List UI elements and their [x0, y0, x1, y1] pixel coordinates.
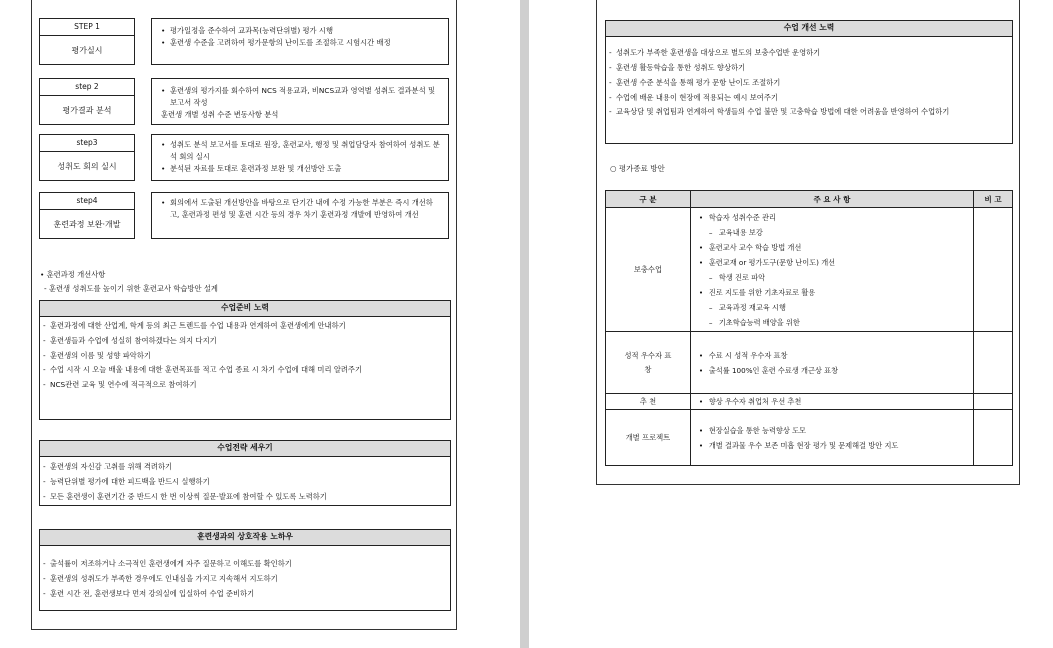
table-cell-category: 추 천 — [606, 394, 691, 410]
step-bullet: • 훈련생 수준을 고려하여 평가문항의 난이도를 조절하고 시험시간 배정 — [158, 37, 442, 49]
section-prep — [39, 300, 451, 420]
table-row — [606, 394, 1013, 410]
table-cell-category: 성적 우수자 표창 — [606, 332, 691, 394]
table-header: 비 고 — [974, 191, 1013, 208]
section-line: - 훈련생의 성취도가 부족한 경우에도 인내심을 가지고 지속해서 지도하기 — [42, 571, 446, 586]
table-row — [606, 332, 1013, 394]
step-label: step4 — [40, 193, 134, 210]
step-desc-list — [158, 197, 442, 221]
step-label-box — [39, 78, 135, 125]
row-subitem: – 학생 진로 파악 — [695, 270, 969, 285]
section-line: - 훈련생 수준 분석을 통해 평가 문항 난이도 조절하기 — [608, 75, 1008, 90]
section-line: - 교육상담 및 취업팀과 연계하여 학생들의 수업 불만 및 고충학습 방법에 대한 어려움을 반영하여 수업하기 — [608, 105, 1008, 119]
table-cell-items — [690, 394, 973, 410]
section-line: - NCS관련 교육 및 연수에 적극적으로 참여하기 — [42, 377, 446, 392]
page-gutter — [520, 0, 529, 648]
table-row — [606, 410, 1013, 466]
step-label: step 2 — [40, 79, 134, 96]
row-item: • 향상 우수자 취업처 우선 추천 — [695, 394, 969, 409]
row-item: • 학습자 성취수준 관리 — [695, 210, 969, 225]
section-line: - 훈련생의 이름 및 성향 파악하기 — [42, 348, 446, 363]
step-dash-line: 훈련생 개별 성취 수준 변동사항 분석 — [161, 110, 279, 119]
section-list — [40, 317, 450, 392]
step-bullet: • 회의에서 도출된 개선방안을 바탕으로 단기간 내에 수정 가능한 부분은 즉시 개선하고, 훈련과정 편성 및 훈련 시간 등의 경우 차기 훈련과정 개발에 반영하여 개선 — [158, 197, 442, 221]
left-page — [31, 0, 457, 630]
section-improve — [605, 20, 1013, 144]
row-item: • 출석률 100%인 훈련 수료생 개근상 표창 — [695, 363, 969, 378]
section-list — [40, 457, 450, 504]
section-line: - 출석률이 저조하거나 소극적인 훈련생에게 자주 질문하고 이해도를 확인하기 — [42, 556, 446, 571]
section-line: - 능력단위별 평가에 대한 피드백을 반드시 실행하기 — [42, 474, 446, 489]
table-row — [606, 208, 1013, 332]
step-desc-list — [158, 25, 442, 49]
section-line: - 훈련과정에 대한 산업계, 학계 등의 최근 트렌드를 수업 내용과 연계하여 훈련생에게 안내하기 — [42, 319, 446, 333]
section-title: 수업전략 세우기 — [40, 441, 450, 457]
table-cell-items — [690, 410, 973, 466]
step-bullet: • 분석된 자료를 토대로 훈련과정 보완 및 개선방안 도출 — [158, 163, 442, 175]
plan-table — [605, 190, 1013, 466]
row-items — [695, 210, 969, 330]
step-desc-box — [151, 192, 449, 239]
improve-subtitle: - 훈련생 성취도를 높이기 위한 훈련교사 학습방안 설계 — [44, 284, 218, 293]
table-cell-items — [690, 332, 973, 394]
row-subitem: – 교육과정 재교육 시행 — [695, 300, 969, 315]
row-subitem: – 기초학습능력 배양을 위한 — [695, 315, 969, 330]
section-title: 훈련생과의 상호작용 노하우 — [40, 530, 450, 546]
step-name: 평가실시 — [71, 46, 103, 55]
section-line: - 성취도가 부족한 훈련생을 대상으로 별도의 보충수업반 운영하기 — [608, 45, 1008, 60]
table-cell-note — [974, 332, 1013, 394]
table-header-row — [606, 191, 1013, 208]
section-line: - 훈련생들과 수업에 성실히 참여하겠다는 의지 다지기 — [42, 333, 446, 348]
table-cell-note — [974, 394, 1013, 410]
step-name: 평가결과 분석 — [62, 106, 112, 115]
row-item: • 현장실습을 통한 능력향상 도모 — [695, 423, 969, 438]
section-line: - 수업 시작 시 오늘 배울 내용에 대한 훈련목표를 적고 수업 종료 시 차기 수업에 대해 미리 알려주기 — [42, 363, 446, 377]
section-line: - 모든 훈련생이 훈련기간 중 반드시 한 번 이상씩 질문·발표에 참여할 수 있도록 노력하기 — [42, 489, 446, 504]
section-interaction — [39, 529, 451, 611]
table-cell-items — [690, 208, 973, 332]
row-items — [695, 423, 969, 453]
step-label: step3 — [40, 135, 134, 152]
table-cell-note — [974, 208, 1013, 332]
step-bullet: • 성취도 분석 보고서를 토대로 원장, 훈련교사, 행정 및 취업담당자 참여하여 성취도 분석 회의 실시 — [158, 139, 442, 163]
section-title: 수업 개선 노력 — [606, 21, 1012, 37]
step-desc-box — [151, 18, 449, 65]
plan-title: ○ 평가종료 방안 — [610, 164, 665, 173]
step-label-box — [39, 134, 135, 181]
table-header: 주 요 사 항 — [690, 191, 973, 208]
step-bullet: • 평가일정을 준수하여 교과목(능력단위별) 평가 시행 — [158, 25, 442, 37]
section-line: - 훈련 시간 전, 훈련생보다 먼저 강의실에 입실하여 수업 준비하기 — [42, 586, 446, 601]
step-name: 훈련과정 보완·개발 — [53, 220, 121, 229]
table-cell-category: 보충수업 — [606, 208, 691, 332]
row-items — [695, 348, 969, 378]
section-strategy — [39, 440, 451, 506]
row-item: • 훈련교재 or 평가도구(문항 난이도) 개선 — [695, 255, 969, 270]
step-label: STEP 1 — [40, 19, 134, 36]
section-line: - 수업에 배운 내용이 현장에 적용되는 예시 보여주기 — [608, 90, 1008, 105]
row-items — [695, 394, 969, 409]
table-cell-category: 개별 프로젝트 — [606, 410, 691, 466]
improve-title: • 훈련과정 개선사항 — [40, 270, 106, 279]
section-line: - 훈련생의 자신감 고취를 위해 격려하기 — [42, 459, 446, 474]
row-item: • 개별 결과물 우수 보존 미흡 현장 평가 및 문제해결 방안 지도 — [695, 438, 969, 453]
table-header: 구 분 — [606, 191, 691, 208]
step-label-box — [39, 192, 135, 239]
step-name: 성취도 회의 실시 — [57, 162, 117, 171]
section-line: - 훈련생 활동학습을 통한 성취도 향상하기 — [608, 60, 1008, 75]
row-item: • 수료 시 성적 우수자 표창 — [695, 348, 969, 363]
section-list — [606, 37, 1012, 119]
step-desc-list — [158, 139, 442, 175]
step-desc-box — [151, 134, 449, 181]
row-item: • 훈련교사 교수 학습 방법 개선 — [695, 240, 969, 255]
section-title: 수업준비 노력 — [40, 301, 450, 317]
step-label-box — [39, 18, 135, 65]
step-bullet: • 훈련생의 평가지를 회수하여 NCS 적용교과, 비NCS교과 영역별 성취도 결과분석 및 보고서 작성 — [158, 85, 442, 109]
table-cell-note — [974, 410, 1013, 466]
row-subitem: – 교육내용 보강 — [695, 225, 969, 240]
right-page — [596, 0, 1020, 485]
row-item: • 진로 지도를 위한 기초자료로 활용 — [695, 285, 969, 300]
step-desc-box — [151, 78, 449, 125]
section-list — [40, 546, 450, 601]
step-desc-list — [158, 85, 442, 109]
